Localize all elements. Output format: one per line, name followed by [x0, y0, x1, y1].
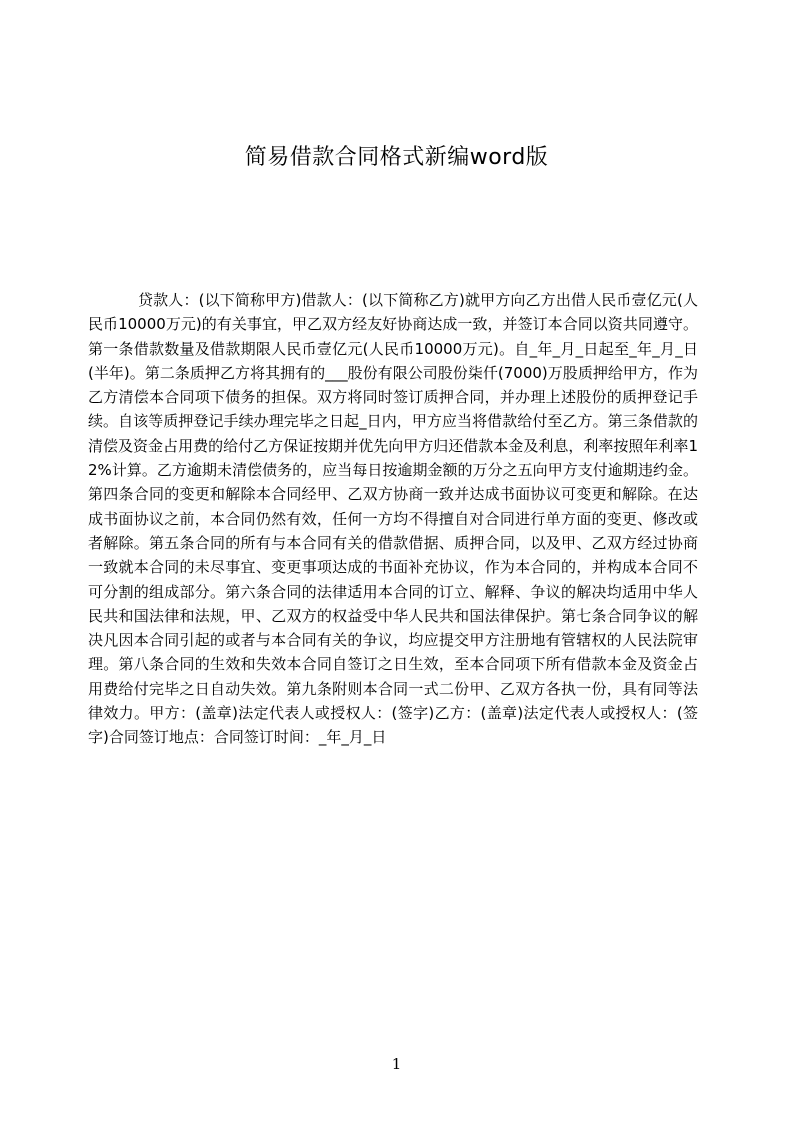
contract-body-paragraph: 贷款人：(以下简称甲方)借款人：(以下简称乙方)就甲方向乙方出借人民币壹亿元(人民币10000万元)的有关事宜，甲乙双方经友好协商达成一致，并签订本合同以资共同遵守。第一条借款数量及借款期限人民币壹亿元(人民币10000万元)。自_年_月_日起至_年_月_日(半年)。第二条质押乙方将其拥有的___股份有限公司股份柒仟(7000)万股质押给甲方，作为乙方清偿本合同项下债务的担保。双方将同时签订质押合同，并办理上述股份的质押登记手续。自该等质押登记手续办理完毕之日起_日内，甲方应当将借款给付至乙方。第三条借款的清偿及资金占用费的给付乙方保证按期并优先向甲方归还借款本金及利息，利率按照年利率12%计算。乙方逾期未清偿债务的，应当每日按逾期金额的万分之五向甲方支付逾期违约金。第四条合同的变更和解除本合同经甲、乙双方协商一致并达成书面协议可变更和解除。在达成书面协议之前，本合同仍然有效，任何一方均不得擅自对合同进行单方面的变更、修改或者解除。第五条合同的所有与本合同有关的借款借据、质押合同，以及甲、乙双方经过协商一致就本合同的未尽事宜、变更事项达成的书面补充协议，作为本合同的，并构成本合同不可分割的组成部分。第六条合同的法律适用本合同的订立、解释、争议的解决均适用中华人民共和国法律和法规，甲、乙双方的权益受中华人民共和国法律保护。第七条合同争议的解决凡因本合同引起的或者与本合同有关的争议，均应提交甲方注册地有管辖权的人民法院审理。第八条合同的生效和失效本合同自签订之日生效，至本合同项下所有借款本金及资金占用费给付完毕之日自动失效。第九条附则本合同一式二份甲、乙双方各执一份，具有同等法律效力。甲方：(盖章)法定代表人或授权人：(签字)乙方：(盖章)法定代表人或授权人：(签字)合同签订地点：合同签订时间：_年_月_日	[88, 291, 698, 747]
document-title: 简易借款合同格式新编word版	[244, 145, 549, 170]
page-number: 1	[391, 1055, 402, 1073]
